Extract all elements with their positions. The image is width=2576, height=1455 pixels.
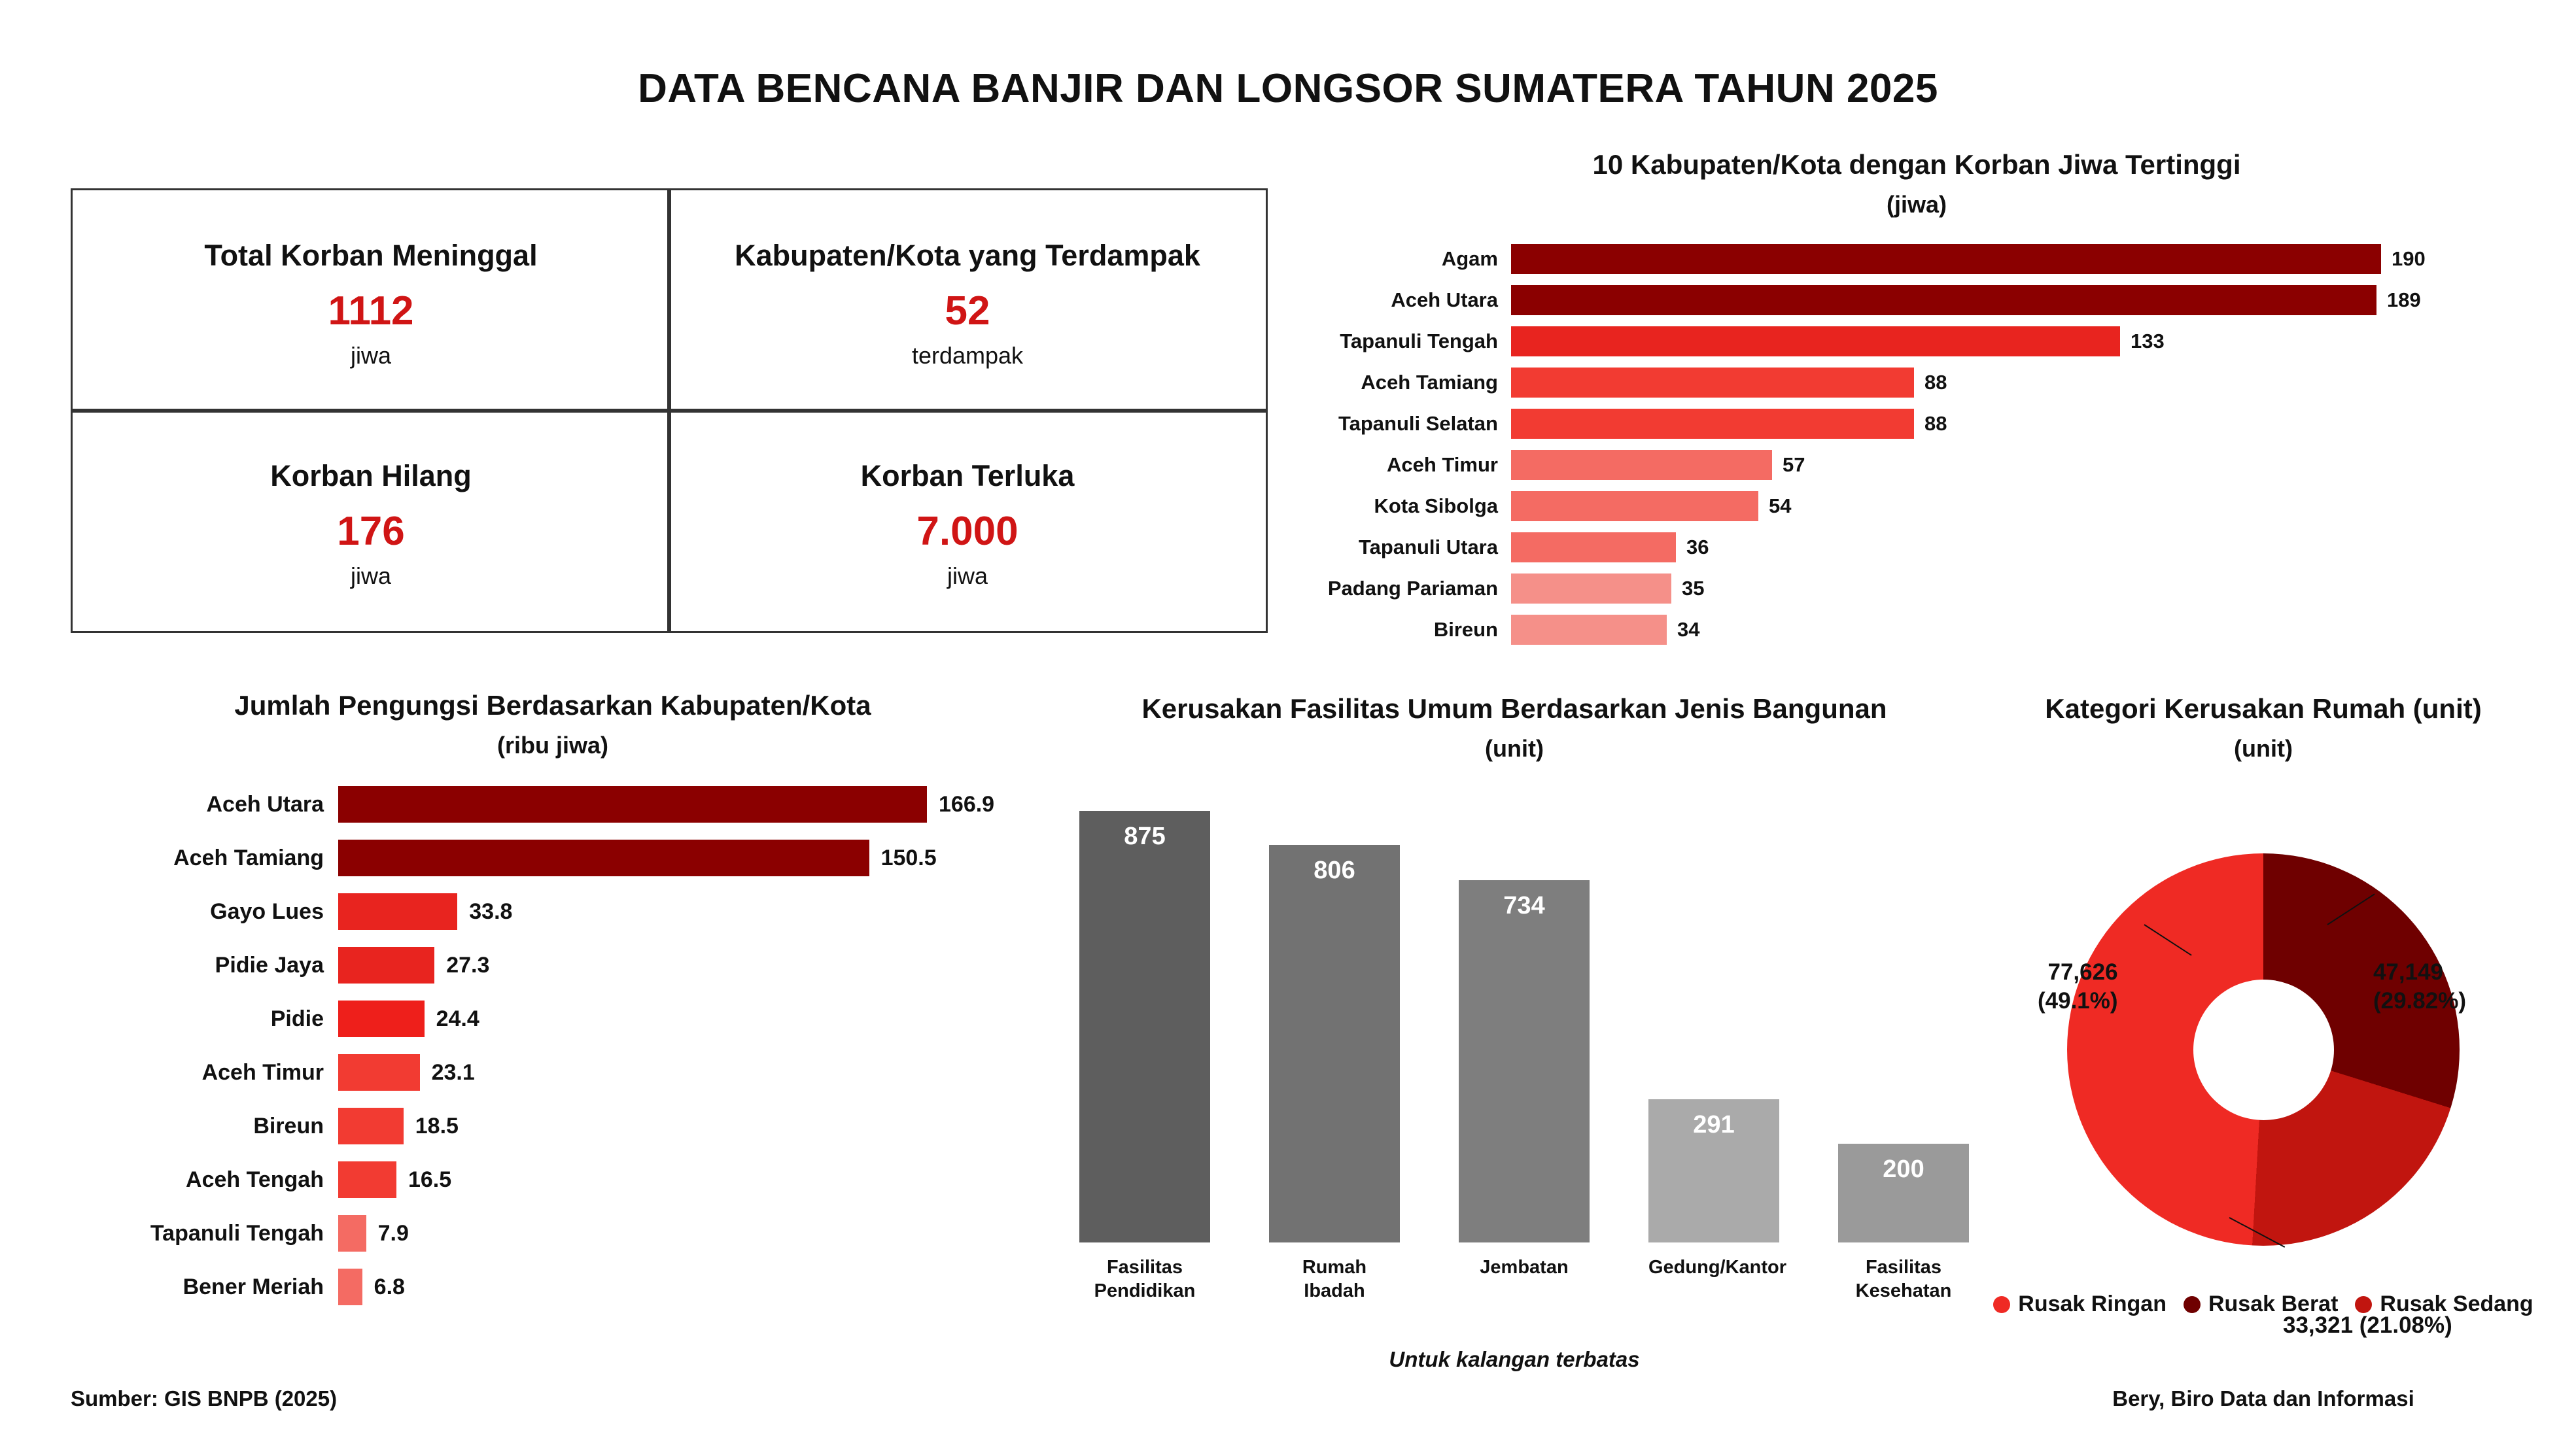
bar-row bbox=[62, 1103, 1043, 1149]
bar-value-label: 133 bbox=[2131, 329, 2165, 352]
bar-category-label: Tapanuli Utara bbox=[1358, 535, 1498, 558]
bar-row bbox=[62, 835, 1043, 881]
kpi-label: Korban Terluka bbox=[860, 458, 1075, 492]
bar-track bbox=[1511, 488, 2532, 524]
column-category-label: Fasilitas Kesehatan bbox=[1855, 1257, 1952, 1302]
bar-track bbox=[338, 1210, 1043, 1256]
bar-fill bbox=[338, 1161, 396, 1198]
bar-fill bbox=[338, 840, 869, 876]
bar-row bbox=[1302, 241, 2532, 277]
bar-fill bbox=[338, 1269, 362, 1305]
bar-category-label: Aceh Timur bbox=[201, 1059, 324, 1085]
bar-fill bbox=[338, 1001, 425, 1037]
column-value-label: 200 bbox=[1883, 1155, 1924, 1184]
bar-value-label: 88 bbox=[1924, 370, 1947, 394]
page-title: DATA BENCANA BANJIR DAN LONGSOR SUMATERA TAHUN 2025 bbox=[638, 66, 1938, 111]
bar-value-label: 24.4 bbox=[436, 1006, 479, 1031]
bar-track bbox=[1511, 405, 2532, 441]
column-plot-area bbox=[1079, 798, 1969, 1242]
bar-row bbox=[1302, 447, 2532, 483]
bar-value-label: 6.8 bbox=[374, 1274, 405, 1299]
kpi-cell-total-korban-meninggal bbox=[71, 188, 671, 413]
bar-category-label: Pidie Jaya bbox=[215, 952, 324, 978]
kpi-cell-korban-hilang bbox=[71, 409, 671, 633]
callout-value: 47,149 bbox=[2373, 959, 2444, 985]
legend-item bbox=[2184, 1292, 2338, 1317]
credit-note: Bery, Biro Data dan Informasi bbox=[2112, 1386, 2414, 1411]
column-item bbox=[1079, 811, 1210, 1242]
bar-category-label: Aceh Timur bbox=[1387, 453, 1498, 476]
bar-row bbox=[1302, 405, 2532, 441]
kpi-label: Korban Hilang bbox=[270, 458, 472, 492]
bar-row bbox=[62, 889, 1043, 934]
bar-category-label: Aceh Utara bbox=[206, 791, 324, 817]
legend-item bbox=[1993, 1292, 2167, 1317]
chart-subtitle: (ribu jiwa) bbox=[497, 732, 608, 759]
bar-fill bbox=[1511, 491, 1758, 521]
bar-fill bbox=[1511, 450, 1772, 480]
bar-row bbox=[1302, 282, 2532, 318]
bar-track bbox=[1511, 611, 2532, 647]
bar-fill bbox=[1511, 368, 1914, 398]
kpi-unit: jiwa bbox=[350, 562, 391, 589]
chart-korban-jiwa-tertinggi bbox=[1302, 149, 2532, 705]
kpi-label: Total Korban Meninggal bbox=[204, 238, 538, 272]
column-axis-labels bbox=[1079, 1256, 1969, 1303]
bar-track bbox=[338, 996, 1043, 1042]
column-bar bbox=[1079, 811, 1210, 1242]
bar-value-label: 7.9 bbox=[377, 1220, 409, 1246]
chart-title: Kategori Kerusakan Rumah (unit) bbox=[2045, 693, 2482, 724]
kpi-unit: jiwa bbox=[350, 341, 391, 369]
chart-title: 10 Kabupaten/Kota dengan Korban Jiwa Tertinggi bbox=[1592, 149, 2241, 180]
column-item bbox=[1459, 880, 1590, 1242]
column-bar bbox=[1648, 1099, 1779, 1242]
bar-track bbox=[1511, 364, 2532, 400]
bar-track bbox=[338, 1157, 1043, 1203]
bar-fill bbox=[1511, 573, 1671, 604]
legend-color-dot bbox=[2184, 1296, 2201, 1313]
bar-row bbox=[1302, 364, 2532, 400]
bar-row bbox=[62, 1210, 1043, 1256]
bar-row bbox=[62, 996, 1043, 1042]
bar-fill bbox=[1511, 532, 1676, 562]
kpi-summary-table bbox=[71, 188, 1268, 633]
bar-value-label: 88 bbox=[1924, 411, 1947, 435]
footnote: Untuk kalangan terbatas bbox=[1389, 1347, 1640, 1371]
donut-hole bbox=[2193, 980, 2334, 1120]
bar-value-label: 57 bbox=[1783, 453, 1805, 476]
legend-label: Rusak Ringan bbox=[2018, 1292, 2167, 1316]
bar-category-label: Aceh Tamiang bbox=[173, 845, 324, 870]
chart-jumlah-pengungsi bbox=[62, 690, 1043, 1344]
donut-callout-rusak-ringan bbox=[2038, 958, 2118, 1016]
bar-track bbox=[338, 1103, 1043, 1149]
callout-value: 33,321 (21.08%) bbox=[2283, 1312, 2452, 1338]
bar-track bbox=[1511, 529, 2532, 565]
column-value-label: 291 bbox=[1693, 1110, 1735, 1138]
column-bar bbox=[1838, 1144, 1969, 1242]
column-category-label: Jembatan bbox=[1480, 1257, 1569, 1278]
chart-subtitle: (jiwa) bbox=[1886, 191, 1947, 218]
kpi-unit: jiwa bbox=[947, 562, 988, 589]
bar-row bbox=[1302, 323, 2532, 359]
bar-fill bbox=[338, 786, 927, 823]
bar-category-label: Aceh Tamiang bbox=[1361, 370, 1498, 394]
bar-fill bbox=[338, 1215, 366, 1252]
bar-list bbox=[1302, 241, 2532, 653]
legend-label: Rusak Berat bbox=[2208, 1292, 2339, 1316]
bar-category-label: Tapanuli Tengah bbox=[1340, 329, 1498, 352]
bar-row bbox=[1302, 529, 2532, 565]
bar-fill bbox=[338, 1108, 404, 1144]
bar-fill bbox=[1511, 285, 2376, 315]
bar-category-label: Gayo Lues bbox=[210, 899, 324, 924]
chart-subtitle: (unit) bbox=[2234, 735, 2293, 762]
bar-category-label: Padang Pariaman bbox=[1327, 576, 1498, 600]
bar-fill bbox=[1511, 409, 1914, 439]
bar-value-label: 27.3 bbox=[446, 952, 490, 978]
bar-category-label: Tapanuli Selatan bbox=[1338, 411, 1498, 435]
bar-row bbox=[62, 781, 1043, 827]
bar-row bbox=[62, 1264, 1043, 1310]
donut-legend bbox=[1969, 1292, 2558, 1317]
bar-row bbox=[1302, 488, 2532, 524]
bar-category-label: Pidie bbox=[270, 1006, 324, 1031]
bar-category-label: Bireun bbox=[253, 1113, 324, 1138]
bar-fill bbox=[1511, 615, 1667, 645]
legend-label: Rusak Sedang bbox=[2380, 1292, 2533, 1316]
kpi-value: 52 bbox=[945, 288, 990, 334]
donut-callout-rusak-berat bbox=[2373, 958, 2466, 1016]
source-note: Sumber: GIS BNPB (2025) bbox=[71, 1386, 338, 1411]
bar-value-label: 189 bbox=[2387, 288, 2421, 311]
bar-track bbox=[338, 1264, 1043, 1310]
bar-track bbox=[1511, 323, 2532, 359]
chart-kategori-kerusakan-rumah bbox=[1969, 693, 2558, 1386]
bar-track bbox=[1511, 447, 2532, 483]
bar-value-label: 34 bbox=[1677, 617, 1700, 641]
kpi-label: Kabupaten/Kota yang Terdampak bbox=[735, 238, 1200, 272]
bar-category-label: Aceh Tengah bbox=[186, 1167, 324, 1192]
bar-value-label: 36 bbox=[1686, 535, 1709, 558]
column-item bbox=[1648, 1099, 1779, 1242]
kpi-cell-kabupaten-terdampak bbox=[667, 188, 1268, 413]
callout-percent: (49.1%) bbox=[2038, 987, 2118, 1014]
bar-category-label: Bener Meriah bbox=[183, 1274, 324, 1299]
bar-category-label: Aceh Utara bbox=[1391, 288, 1498, 311]
bar-fill bbox=[1511, 244, 2381, 274]
callout-value: 77,626 bbox=[2047, 959, 2118, 985]
column-category-label: Rumah Ibadah bbox=[1302, 1257, 1367, 1302]
kpi-value: 1112 bbox=[328, 288, 414, 334]
callout-percent: (29.82%) bbox=[2373, 987, 2466, 1014]
bar-fill bbox=[338, 947, 434, 984]
chart-title: Jumlah Pengungsi Berdasarkan Kabupaten/Kota bbox=[234, 690, 871, 721]
bar-track bbox=[338, 1050, 1043, 1095]
kpi-unit: terdampak bbox=[911, 341, 1024, 369]
chart-subtitle: (unit) bbox=[1485, 735, 1544, 762]
bar-track bbox=[338, 942, 1043, 988]
bar-category-label: Agam bbox=[1441, 247, 1498, 270]
bar-track bbox=[338, 889, 1043, 934]
bar-track bbox=[338, 781, 1043, 827]
bar-track bbox=[1511, 241, 2532, 277]
bar-category-label: Bireun bbox=[1433, 617, 1498, 641]
column-category-label: Gedung/Kantor bbox=[1648, 1257, 1787, 1278]
column-item bbox=[1269, 845, 1400, 1242]
column-bar bbox=[1269, 845, 1400, 1242]
bar-category-label: Kota Sibolga bbox=[1374, 494, 1498, 517]
column-value-label: 734 bbox=[1503, 892, 1545, 920]
bar-row bbox=[62, 1050, 1043, 1095]
legend-color-dot bbox=[2355, 1296, 2372, 1313]
bar-fill bbox=[338, 893, 457, 930]
kpi-cell-korban-terluka bbox=[667, 409, 1268, 633]
bar-row bbox=[62, 942, 1043, 988]
bar-value-label: 166.9 bbox=[939, 791, 995, 817]
column-category-label: Fasilitas Pendidikan bbox=[1094, 1257, 1196, 1302]
column-value-label: 875 bbox=[1124, 823, 1166, 850]
bar-value-label: 54 bbox=[1769, 494, 1792, 517]
bar-track bbox=[1511, 282, 2532, 318]
bar-value-label: 16.5 bbox=[408, 1167, 452, 1192]
bar-list bbox=[62, 781, 1043, 1310]
bar-row bbox=[1302, 570, 2532, 606]
bar-value-label: 18.5 bbox=[415, 1113, 459, 1138]
column-bar bbox=[1459, 880, 1590, 1242]
bar-row bbox=[62, 1157, 1043, 1203]
bar-track bbox=[338, 835, 1043, 881]
kpi-value: 7.000 bbox=[916, 508, 1018, 554]
bar-category-label: Tapanuli Tengah bbox=[150, 1220, 324, 1246]
bar-row bbox=[1302, 611, 2532, 647]
bar-value-label: 23.1 bbox=[431, 1059, 475, 1085]
bar-value-label: 33.8 bbox=[469, 899, 513, 924]
bar-track bbox=[1511, 570, 2532, 606]
legend-color-dot bbox=[1993, 1296, 2010, 1313]
legend-item bbox=[2355, 1292, 2533, 1317]
column-value-label: 806 bbox=[1314, 857, 1355, 885]
chart-title: Kerusakan Fasilitas Umum Berdasarkan Jenis Bangunan bbox=[1141, 693, 1887, 724]
bar-value-label: 150.5 bbox=[880, 845, 937, 870]
bar-fill bbox=[338, 1054, 420, 1091]
bar-value-label: 35 bbox=[1682, 576, 1705, 600]
chart-kerusakan-fasilitas-umum bbox=[1034, 693, 1995, 1386]
column-item bbox=[1838, 1144, 1969, 1242]
kpi-value: 176 bbox=[337, 508, 405, 554]
bar-fill bbox=[1511, 326, 2120, 356]
bar-value-label: 190 bbox=[2392, 247, 2426, 270]
